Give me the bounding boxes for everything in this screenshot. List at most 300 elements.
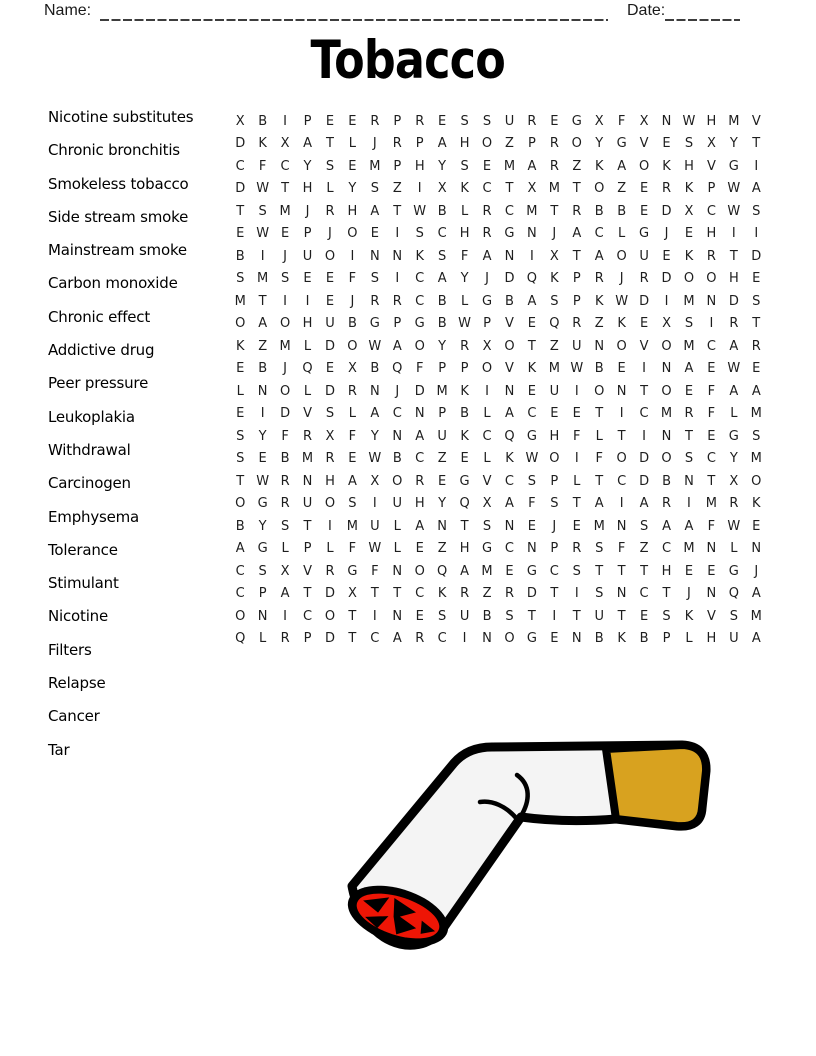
grid-letter: I [462, 631, 467, 647]
grid-letter: C [504, 541, 514, 557]
grid-letter: R [662, 181, 672, 197]
grid-letter: G [571, 113, 582, 129]
grid-letter: E [325, 361, 335, 377]
grid-letter: E [752, 271, 761, 287]
grid-letter: N [661, 113, 672, 129]
grid-letter: O [706, 271, 717, 287]
grid-letter: M [728, 113, 740, 129]
grid-letter: E [639, 203, 649, 219]
grid-letter: C [639, 586, 649, 602]
grid-letter: S [527, 473, 537, 489]
grid-letter: A [729, 338, 739, 354]
grid-letter: S [415, 226, 424, 242]
grid-letter: C [437, 226, 447, 242]
grid-letter: O [347, 226, 358, 242]
grid-letter: I [709, 316, 714, 332]
grid-letter: E [550, 113, 559, 129]
grid-letter: W [727, 361, 741, 377]
grid-letter: K [460, 181, 469, 197]
grid-letter: O [638, 158, 650, 174]
grid-letter: X [549, 248, 559, 264]
grid-letter: O [751, 473, 762, 489]
grid-letter: E [348, 451, 357, 467]
grid-letter: N [527, 541, 537, 557]
grid-letter: Q [392, 361, 403, 377]
grid-letter: N [392, 608, 403, 624]
grid-letter: J [350, 293, 355, 309]
grid-letter: A [572, 226, 582, 242]
grid-letter: J [619, 271, 624, 287]
grid-letter: E [617, 361, 626, 377]
grid-letter: K [684, 608, 694, 624]
grid-letter: J [283, 361, 288, 377]
grid-letter: S [438, 608, 447, 624]
grid-letter: G [481, 293, 493, 309]
grid-letter: A [437, 136, 447, 152]
grid-letter: H [728, 271, 739, 287]
word-item: Nicotine substitutes [48, 108, 194, 126]
grid-letter: M [593, 518, 605, 534]
grid-letter: E [707, 563, 716, 579]
grid-letter: I [260, 406, 265, 422]
grid-letter: V [505, 361, 514, 377]
word-item: Cancer [48, 707, 100, 726]
grid-letter: P [415, 136, 424, 152]
grid-letter: C [504, 473, 514, 489]
grid-letter: F [460, 248, 469, 264]
grid-letter: G [257, 496, 268, 512]
grid-letter: Y [729, 451, 738, 467]
grid-letter: G [728, 563, 739, 579]
grid-letter: N [482, 631, 492, 647]
grid-letter: B [460, 406, 470, 422]
grid-letter: W [727, 181, 741, 197]
grid-letter: S [505, 608, 514, 624]
grid-letter: F [573, 428, 581, 444]
grid-letter: S [236, 451, 245, 467]
grid-letter: T [281, 181, 290, 197]
name-label: Name: [44, 2, 92, 19]
grid-letter: L [303, 383, 312, 399]
grid-letter: Y [438, 338, 447, 354]
grid-letter: C [706, 451, 716, 467]
grid-letter: L [573, 473, 581, 489]
grid-letter: C [706, 338, 716, 354]
grid-letter: E [639, 608, 649, 624]
grid-letter: E [684, 383, 694, 399]
grid-letter: T [527, 608, 536, 624]
grid-letter: S [684, 316, 694, 332]
grid-letter: B [347, 316, 357, 332]
grid-letter: T [572, 608, 581, 624]
grid-letter: S [752, 203, 761, 219]
grid-letter: U [392, 496, 403, 512]
grid-letter: P [303, 113, 312, 129]
grid-letter: U [639, 248, 649, 264]
grid-letter: G [257, 541, 268, 557]
grid-letter: P [303, 631, 312, 647]
grid-letter: T [617, 608, 626, 624]
grid-letter: E [236, 361, 245, 377]
grid-letter: K [617, 631, 626, 647]
grid-letter: L [326, 541, 334, 557]
grid-letter: Y [258, 518, 267, 534]
grid-letter: C [235, 158, 245, 174]
grid-letter: I [731, 226, 736, 242]
grid-letter: F [258, 158, 267, 174]
word-item: Stimulant [48, 574, 119, 593]
grid-letter: E [662, 248, 671, 264]
grid-letter: W [727, 203, 741, 219]
grid-letter: T [393, 586, 402, 602]
grid-letter: T [460, 518, 469, 534]
grid-letter: Z [482, 586, 492, 602]
grid-letter: X [482, 496, 492, 512]
grid-letter: N [437, 518, 448, 534]
grid-letter: C [706, 203, 716, 219]
grid-letter: K [258, 136, 267, 152]
grid-letter: T [595, 406, 604, 422]
grid-letter: A [303, 136, 312, 152]
grid-letter: B [370, 361, 380, 377]
grid-letter: I [642, 361, 647, 377]
grid-letter: Y [595, 136, 604, 152]
grid-letter: D [324, 383, 335, 399]
grid-letter: K [550, 271, 559, 287]
grid-letter: R [706, 248, 716, 264]
grid-letter: I [283, 293, 288, 309]
grid-letter: O [235, 316, 246, 332]
grid-letter: H [661, 563, 672, 579]
grid-letter: D [504, 271, 515, 287]
grid-letter: A [751, 181, 761, 197]
grid-letter: X [594, 113, 604, 129]
word-item: Tar [48, 740, 70, 759]
grid-letter: I [283, 113, 288, 129]
grid-letter: Y [729, 136, 738, 152]
grid-letter: A [505, 496, 514, 512]
grid-letter: J [283, 248, 288, 264]
grid-letter: L [326, 181, 334, 197]
grid-letter: S [460, 158, 469, 174]
grid-letter: C [415, 271, 425, 287]
grid-letter: X [639, 113, 649, 129]
grid-letter: C [280, 158, 290, 174]
word-list [48, 106, 193, 772]
word-item: Side stream smoke [48, 207, 189, 226]
grid-letter: B [639, 631, 649, 647]
grid-letter: A [594, 248, 604, 264]
grid-letter: E [550, 631, 559, 647]
grid-letter: D [661, 203, 672, 219]
grid-letter: M [750, 451, 762, 467]
grid-letter: G [639, 226, 650, 242]
grid-letter: I [305, 293, 310, 309]
grid-letter: E [258, 451, 267, 467]
grid-letter: L [236, 383, 244, 399]
grid-letter: Q [728, 586, 739, 602]
grid-letter: X [280, 563, 290, 579]
grid-letter: F [617, 541, 626, 557]
word-item: Carcinogen [48, 474, 131, 493]
grid-letter: X [235, 113, 245, 129]
grid-letter: L [483, 406, 491, 422]
grid-letter: P [662, 631, 671, 647]
grid-letter: T [617, 563, 626, 579]
grid-letter: T [729, 248, 738, 264]
cigarette-filter [606, 745, 706, 826]
grid-letter: H [302, 316, 313, 332]
grid-letter: A [527, 293, 537, 309]
grid-letter: R [549, 136, 559, 152]
grid-letter: E [550, 406, 559, 422]
grid-letter: Q [549, 316, 560, 332]
grid-letter: H [302, 181, 313, 197]
grid-letter: J [328, 226, 332, 242]
grid-letter: A [370, 406, 380, 422]
grid-letter: R [482, 203, 492, 219]
grid-letter: A [370, 203, 380, 219]
grid-letter: I [372, 496, 377, 512]
grid-letter: X [684, 203, 694, 219]
grid-letter: C [235, 586, 245, 602]
word-item: Addictive drug [48, 341, 155, 360]
grid-letter: C [661, 541, 672, 557]
grid-letter: T [617, 428, 626, 444]
date-label: Date: [627, 2, 666, 19]
grid-letter: R [751, 338, 761, 354]
grid-letter: M [548, 181, 560, 197]
page-title: Tobacco [310, 30, 506, 91]
grid-letter: H [684, 158, 694, 174]
grid-letter: O [594, 383, 605, 399]
grid-letter: M [346, 518, 359, 534]
grid-letter: N [257, 608, 268, 624]
grid-letter: I [350, 248, 355, 264]
grid-letter: K [437, 586, 447, 602]
grid-letter: B [235, 248, 245, 264]
grid-letter: J [552, 518, 557, 534]
grid-letter: H [706, 113, 717, 129]
grid-letter: A [684, 361, 694, 377]
grid-letter: N [706, 541, 717, 557]
grid-letter: T [348, 608, 357, 624]
grid-letter: P [438, 406, 447, 422]
grid-letter: K [752, 496, 761, 512]
grid-letter: A [347, 473, 357, 489]
grid-letter: R [527, 113, 537, 129]
grid-letter: C [504, 203, 514, 219]
grid-letter: R [280, 473, 290, 489]
word-item: Filters [48, 640, 92, 659]
grid-letter: T [684, 428, 693, 444]
grid-letter: E [527, 518, 537, 534]
grid-letter: O [571, 136, 582, 152]
grid-letter: B [617, 203, 627, 219]
grid-letter: I [619, 406, 624, 422]
grid-letter: T [370, 586, 379, 602]
grid-letter: S [662, 608, 671, 624]
grid-letter: W [727, 518, 741, 534]
cigarette-illustration [340, 730, 730, 960]
grid-letter: Q [504, 428, 515, 444]
grid-letter: Z [549, 338, 559, 354]
grid-letter: O [683, 271, 695, 287]
grid-letter: A [460, 563, 470, 579]
grid-letter: S [684, 136, 694, 152]
grid-letter: A [280, 586, 290, 602]
grid-letter: S [236, 428, 245, 444]
grid-letter: E [527, 383, 537, 399]
grid-letter: K [527, 361, 537, 377]
grid-letter: B [594, 361, 604, 377]
grid-letter: M [481, 563, 493, 579]
grid-letter: G [369, 316, 380, 332]
grid-letter: T [640, 563, 649, 579]
grid-letter: N [504, 518, 515, 534]
grid-letter: O [661, 451, 672, 467]
grid-letter: I [328, 518, 332, 534]
word-item: Carbon monoxide [48, 274, 178, 293]
grid-letter: N [302, 473, 313, 489]
word-item: Mainstream smoke [48, 241, 187, 260]
grid-letter: F [617, 113, 626, 129]
grid-letter: A [392, 338, 402, 354]
grid-letter: C [594, 226, 604, 242]
grid-letter: Y [438, 158, 447, 174]
grid-letter: C [549, 563, 559, 579]
grid-letter: N [661, 361, 672, 377]
grid-letter: A [729, 383, 739, 399]
grid-letter: L [460, 293, 469, 309]
grid-letter: C [370, 631, 380, 647]
grid-letter: Q [459, 496, 470, 512]
grid-letter: O [594, 181, 605, 197]
grid-letter: E [438, 113, 447, 129]
grid-letter: O [392, 473, 403, 489]
grid-letter: U [459, 608, 470, 624]
grid-letter: C [482, 428, 492, 444]
grid-letter: N [616, 518, 627, 534]
grid-letter: E [639, 316, 649, 332]
grid-letter: O [414, 563, 425, 579]
title-container [0, 30, 816, 91]
grid-letter: B [392, 451, 402, 467]
grid-letter: Y [303, 158, 312, 174]
grid-letter: J [687, 586, 691, 602]
grid-letter: K [684, 181, 694, 197]
grid-letter: F [348, 271, 357, 287]
grid-letter: X [347, 586, 357, 602]
grid-letter: E [415, 608, 424, 624]
grid-letter: V [482, 473, 492, 489]
grid-letter: I [664, 293, 669, 309]
grid-letter: Y [460, 271, 469, 287]
grid-letter: D [235, 181, 246, 197]
grid-letter: M [279, 338, 291, 354]
grid-letter: L [618, 226, 626, 242]
grid-letter: R [415, 631, 425, 647]
grid-letter: J [372, 136, 377, 152]
grid-letter: M [436, 383, 448, 399]
grid-letter: D [526, 586, 537, 602]
grid-letter: D [324, 586, 335, 602]
grid-letter: S [572, 563, 581, 579]
grid-letter: I [395, 271, 400, 287]
grid-letter: T [752, 136, 761, 152]
grid-letter: N [594, 338, 605, 354]
grid-letter: I [260, 248, 265, 264]
grid-letter: D [280, 406, 291, 422]
grid-letter: C [617, 473, 627, 489]
word-item: Withdrawal [48, 440, 131, 459]
grid-letter: I [574, 451, 579, 467]
grid-letter: W [368, 338, 382, 354]
grid-letter: T [303, 586, 312, 602]
grid-letter: K [235, 338, 245, 354]
grid-letter: E [325, 113, 335, 129]
grid-letter: O [235, 496, 246, 512]
grid-letter: M [257, 271, 269, 287]
grid-letter: F [415, 361, 424, 377]
grid-letter: C [235, 563, 245, 579]
grid-letter: K [594, 158, 604, 174]
grid-letter: L [685, 631, 693, 647]
grid-letter: Z [617, 181, 627, 197]
grid-letter: J [664, 226, 669, 242]
grid-letter: M [526, 203, 538, 219]
grid-letter: N [661, 428, 672, 444]
grid-letter: R [684, 406, 694, 422]
grid-letter: W [256, 473, 270, 489]
grid-letter: A [235, 541, 245, 557]
grid-letter: M [279, 203, 291, 219]
grid-letter: E [639, 181, 649, 197]
grid-letter: R [572, 203, 582, 219]
grid-letter: Y [370, 428, 379, 444]
grid-letter: S [684, 451, 694, 467]
grid-letter: R [370, 113, 380, 129]
grid-letter: E [572, 518, 581, 534]
grid-letter: V [639, 136, 649, 152]
grid-letter: B [594, 631, 604, 647]
grid-letter: D [414, 383, 425, 399]
grid-letter: L [281, 541, 289, 557]
grid-letter: R [572, 541, 582, 557]
grid-letter: H [459, 541, 470, 557]
grid-letter: M [683, 338, 695, 354]
grid-letter: O [414, 338, 425, 354]
grid-letter: S [550, 496, 559, 512]
grid-letter: L [348, 406, 357, 422]
grid-letter: B [437, 203, 447, 219]
grid-letter: A [258, 316, 268, 332]
grid-letter: N [571, 631, 582, 647]
grid-letter: M [660, 406, 673, 422]
grid-letter: R [347, 383, 357, 399]
grid-letter: S [280, 518, 290, 534]
grid-letter: A [684, 518, 694, 534]
grid-letter: M [369, 158, 381, 174]
grid-letter: Y [348, 181, 357, 197]
grid-letter: Z [437, 541, 447, 557]
grid-letter: X [347, 361, 357, 377]
grid-letter: O [279, 316, 291, 332]
grid-letter: V [303, 406, 312, 422]
grid-letter: H [414, 496, 425, 512]
grid-letter: I [687, 496, 691, 512]
grid-letter: K [460, 383, 469, 399]
